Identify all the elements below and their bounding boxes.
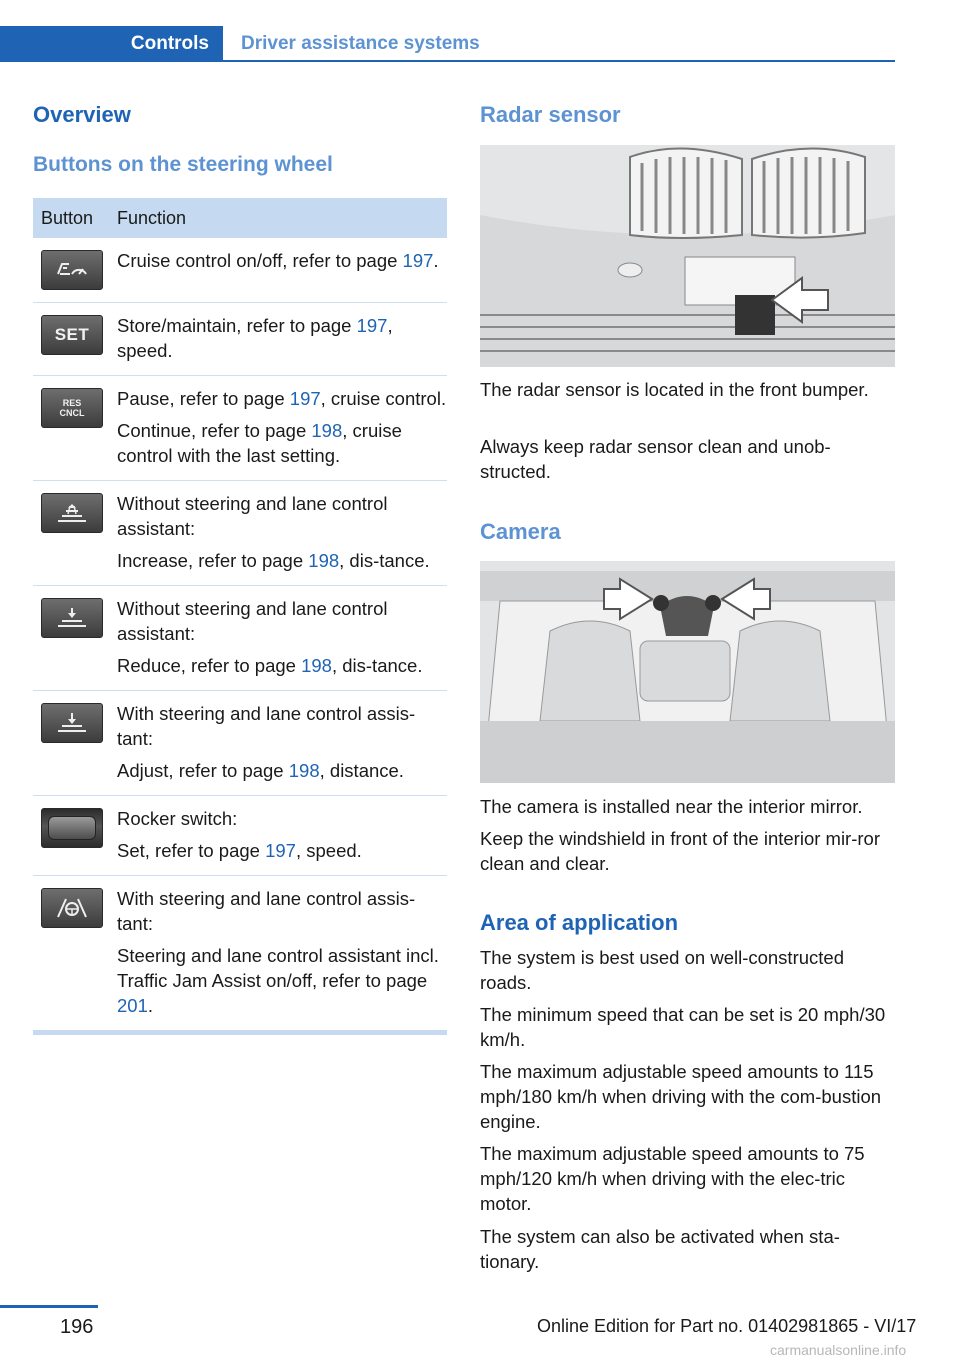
area-paragraph-4: The maximum adjustable speed amounts to 75 mph/120 km/h when driving with the elec-tric motor. xyxy=(480,1143,865,1214)
row-text: Cruise control on/off, refer to page xyxy=(117,250,403,271)
distance-increase-icon xyxy=(41,493,103,533)
set-icon-label: SET xyxy=(54,325,90,344)
area-paragraph-2: The minimum speed that can be set is 20 mph/30 km/h. xyxy=(480,1004,886,1050)
page-link[interactable]: 197 xyxy=(289,388,321,409)
footer-rule xyxy=(0,1305,98,1308)
camera-heading: Camera xyxy=(480,519,561,544)
row-text: Continue, refer to page xyxy=(117,420,312,441)
row-text: Reduce, refer to page xyxy=(117,655,302,676)
page-number: 196 xyxy=(60,1316,94,1338)
radar-sensor-image xyxy=(480,145,895,367)
col-function-header: Function xyxy=(117,207,187,228)
row-text-after: , speed. xyxy=(295,840,362,861)
row-text: Pause, refer to page xyxy=(117,388,290,409)
row-text: With steering and lane control assis-tant: xyxy=(117,703,416,749)
col-button-header: Button xyxy=(41,207,94,228)
row-text: Rocker switch: xyxy=(117,808,238,829)
row-text: Set, refer to page xyxy=(117,840,266,861)
watermark: carmanualsonline.info xyxy=(770,1342,907,1358)
row-text-after: , cruise control with the last setting. xyxy=(117,420,402,466)
page-link[interactable]: 197 xyxy=(356,315,388,336)
rocker-switch-icon xyxy=(41,808,103,848)
steering-assist-icon xyxy=(41,888,103,928)
header-divider xyxy=(0,60,895,62)
row-text: Store/maintain, refer to page xyxy=(117,315,357,336)
table-row xyxy=(33,691,447,796)
table-header xyxy=(33,198,447,238)
table-row xyxy=(33,586,447,691)
table-row xyxy=(33,376,447,481)
area-paragraph-3: The maximum adjustable speed amounts to 115 mph/180 km/h when driving with the com-bustion engine. xyxy=(480,1061,882,1132)
header-tab-controls[interactable] xyxy=(0,26,223,62)
radar-paragraph-1: The radar sensor is located in the front bumper. xyxy=(480,379,869,400)
table-row xyxy=(33,303,447,376)
table-row xyxy=(33,238,447,303)
page-link[interactable]: 198 xyxy=(308,550,340,571)
row-text: Without steering and lane control assistant: xyxy=(117,598,388,644)
overview-heading: Overview xyxy=(33,102,131,127)
area-of-application-heading: Area of application xyxy=(480,910,679,935)
camera-paragraph-2: Keep the windshield in front of the interior mir-ror clean and clear. xyxy=(480,828,880,874)
page-link[interactable]: 198 xyxy=(311,420,343,441)
camera-image xyxy=(480,561,895,783)
row-text-after: , dis-tance. xyxy=(339,550,430,571)
row-text-after: . xyxy=(147,995,154,1016)
row-text-after: . xyxy=(433,250,439,271)
row-text: Adjust, refer to page xyxy=(117,760,289,781)
cncl-label: CNCL xyxy=(59,408,85,418)
page-link[interactable]: 197 xyxy=(402,250,434,271)
distance-reduce-icon xyxy=(41,598,103,638)
table-row xyxy=(33,796,447,876)
page-link[interactable]: 198 xyxy=(288,760,320,781)
header-tab-label: Controls xyxy=(130,33,209,54)
row-text: Increase, refer to page xyxy=(117,550,309,571)
set-icon xyxy=(41,315,103,355)
distance-adjust-icon xyxy=(41,703,103,743)
cruise-control-icon xyxy=(41,250,103,290)
table-end-rule xyxy=(33,1030,447,1035)
row-text: With steering and lane control assis-tant: xyxy=(117,888,416,934)
res-cncl-icon xyxy=(41,388,103,428)
header-section-title: Driver assistance systems xyxy=(241,33,480,54)
page-link[interactable]: 201 xyxy=(117,995,148,1016)
res-label: RES xyxy=(62,398,82,408)
row-text: Without steering and lane control assistant: xyxy=(117,493,388,539)
row-text-after: , dis-tance. xyxy=(331,655,423,676)
radar-sensor-heading: Radar sensor xyxy=(480,102,621,127)
table-row xyxy=(33,876,447,1030)
edition-text: Online Edition for Part no. 01402981865 - VI/17 xyxy=(537,1316,917,1336)
area-paragraph-1: The system is best used on well-constructed roads. xyxy=(480,947,844,993)
page-link[interactable]: 198 xyxy=(301,655,332,676)
row-text: Steering and lane control assistant incl. Traffic Jam Assist on/off, refer to page xyxy=(117,945,439,991)
buttons-table xyxy=(33,198,447,1035)
row-text-after: , speed. xyxy=(117,315,393,361)
buttons-subheading: Buttons on the steering wheel xyxy=(33,153,333,176)
camera-paragraph-1: The camera is installed near the interior mirror. xyxy=(480,796,863,817)
row-text-after: , cruise control. xyxy=(320,388,447,409)
radar-paragraph-2: Always keep radar sensor clean and unob-structed. xyxy=(480,436,831,482)
area-paragraph-5: The system can also be activated when sta-tionary. xyxy=(480,1226,840,1272)
table-row xyxy=(33,481,447,586)
page-link[interactable]: 197 xyxy=(265,840,296,861)
row-text-after: , distance. xyxy=(319,760,404,781)
